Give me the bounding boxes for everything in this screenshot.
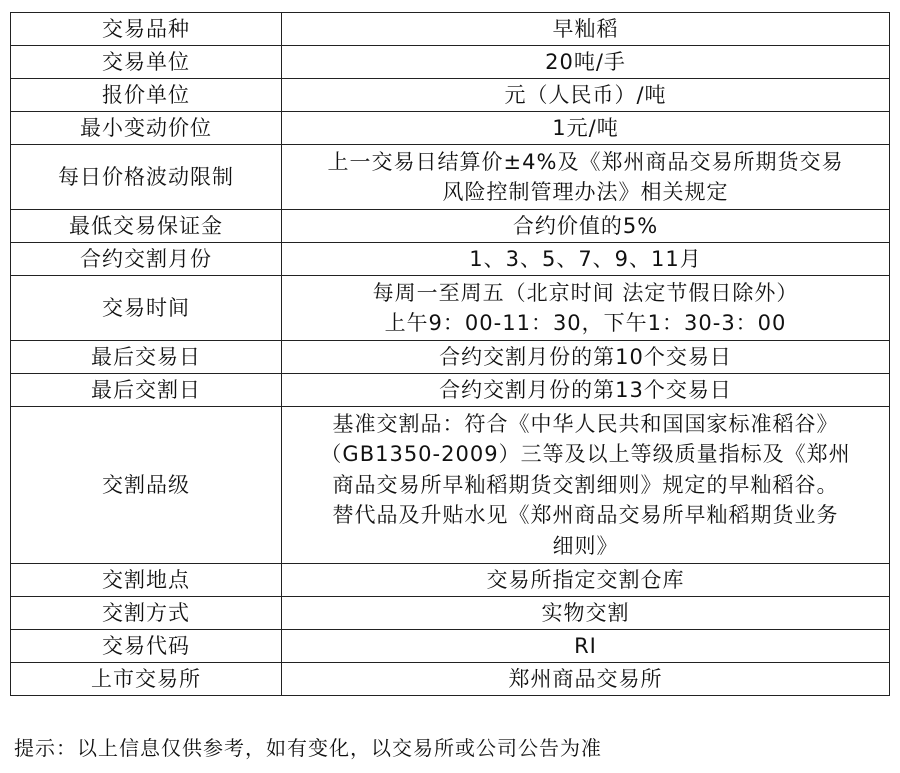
footnote-text: 提示：以上信息仅供参考，如有变化，以交易所或公司公告为准 [14,736,602,760]
spec-label-cell: 交易代码 [11,630,282,663]
spec-value-line: 替代品及升贴水见《郑州商品交易所早籼稻期货业务 [332,503,839,528]
spec-row [11,663,890,696]
contract-spec-body [11,13,890,696]
spec-label-cell: 交割地点 [11,564,282,597]
spec-row [11,79,890,112]
spec-row [11,630,890,663]
spec-row [11,210,890,243]
spec-row [11,13,890,46]
spec-value-cell [282,243,890,276]
spec-value-cell [282,597,890,630]
spec-value-line: 1元/吨 [552,115,619,140]
spec-value-line: 上一交易日结算价±4%及《郑州商品交易所期货交易 [327,149,844,174]
spec-value-line: 合约交割月份的第13个交易日 [439,377,732,402]
spec-value-line: 交易所指定交割仓库 [486,567,685,592]
spec-label-cell: 上市交易所 [11,663,282,696]
spec-value-line: 早籼稻 [552,16,619,41]
spec-value-cell [282,564,890,597]
spec-value-line: 每周一至周五（北京时间 法定节假日除外） [372,280,799,305]
spec-label-cell: 交易时间 [11,276,282,341]
spec-value-cell [282,13,890,46]
spec-value-line: 20吨/手 [545,49,626,74]
spec-label-cell: 最后交易日 [11,341,282,374]
spec-label-cell: 交割方式 [11,597,282,630]
spec-value-cell [282,276,890,341]
spec-value-cell [282,374,890,407]
spec-label-cell: 交易单位 [11,46,282,79]
spec-value-line: 商品交易所早籼稻期货交割细则》规定的早籼稻谷。 [332,472,839,497]
spec-value-line: 风险控制管理办法》相关规定 [442,180,729,204]
spec-value-line: 上午9：00-11：30，下午1：30-3：00 [384,311,787,335]
spec-row [11,374,890,407]
spec-row [11,243,890,276]
spec-label-cell: 交割品级 [11,407,282,564]
spec-row [11,145,890,210]
spec-label-cell: 合约交割月份 [11,243,282,276]
spec-value-cell [282,210,890,243]
spec-row [11,112,890,145]
spec-value-line: （GB1350-2009）三等及以上等级质量指标及《郑州 [320,442,851,467]
spec-value-cell [282,79,890,112]
spec-value-cell [282,341,890,374]
spec-label-cell: 交易品种 [11,13,282,46]
spec-label-cell: 每日价格波动限制 [11,145,282,210]
contract-spec-table [10,12,890,696]
spec-value-cell [282,46,890,79]
spec-value-line: 合约交割月份的第10个交易日 [439,344,732,369]
spec-row [11,276,890,341]
spec-label-cell: 最小变动价位 [11,112,282,145]
spec-value-line: RI [574,633,597,658]
spec-label-cell: 报价单位 [11,79,282,112]
spec-label-cell: 最后交割日 [11,374,282,407]
spec-row [11,564,890,597]
spec-row [11,597,890,630]
spec-value-line: 实物交割 [541,600,630,625]
spec-row [11,341,890,374]
spec-value-cell [282,145,890,210]
spec-value-line: 1、3、5、7、9、11月 [469,246,702,271]
spec-value-line: 细则》 [552,533,619,558]
spec-value-line: 合约价值的5% [512,213,659,238]
spec-row [11,407,890,564]
spec-value-line: 元（人民币）/吨 [504,82,667,107]
spec-label-cell: 最低交易保证金 [11,210,282,243]
spec-value-cell [282,407,890,564]
spec-value-line: 郑州商品交易所 [508,666,663,691]
spec-value-line: 基准交割品：符合《中华人民共和国国家标准稻谷》 [332,411,839,436]
spec-value-cell [282,663,890,696]
spec-value-cell [282,112,890,145]
spec-value-cell [282,630,890,663]
spec-row [11,46,890,79]
